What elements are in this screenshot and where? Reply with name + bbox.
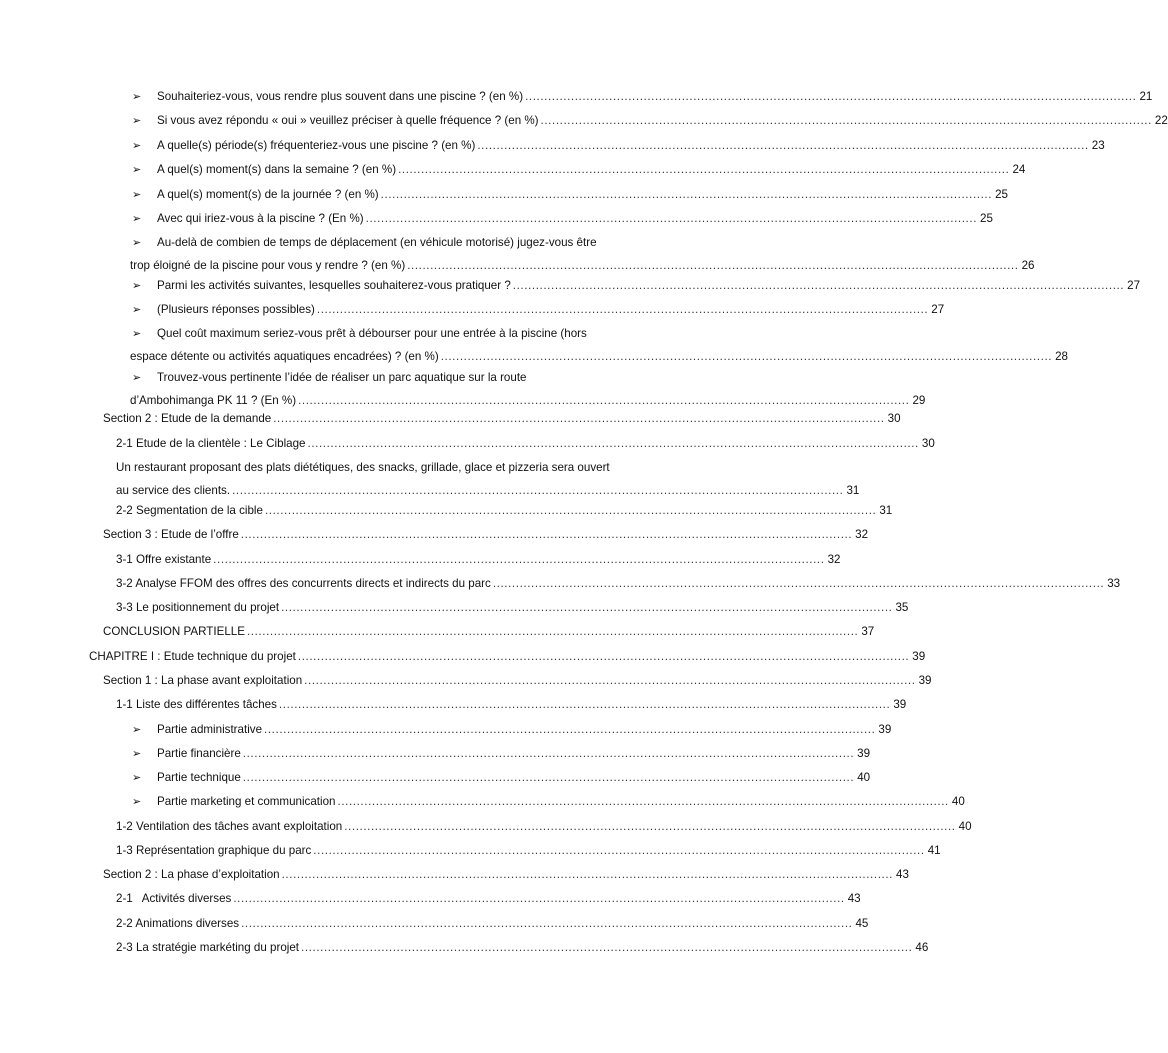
- toc-entry-text: Section 2 : La phase d’exploitation: [103, 868, 280, 881]
- toc-page-number: 21: [1139, 90, 1153, 103]
- dot-leader: ................................................................................................................................................................: [233, 892, 845, 905]
- toc-entry-text: 2-1 Etude de la clientèle : Le Ciblage: [116, 437, 306, 450]
- toc-entry[interactable]: [130, 322, 1069, 368]
- arrow-bullet-icon: ➢: [132, 280, 142, 292]
- dot-leader: ................................................................................................................................................................: [398, 163, 1010, 176]
- dot-leader: ................................................................................................................................................................: [492, 577, 1105, 590]
- toc-entry[interactable]: [130, 85, 1153, 108]
- toc-entry-text: Parmi les activités suivantes, lesquelles souhaiterez-vous pratiquer ?: [157, 279, 511, 292]
- toc-entry[interactable]: [116, 548, 841, 571]
- dot-leader: ................................................................................................................................................................: [232, 484, 844, 497]
- toc-entry-text: (Plusieurs réponses possibles): [157, 303, 315, 316]
- toc-entry[interactable]: [116, 815, 972, 838]
- arrow-bullet-icon: ➢: [132, 372, 142, 384]
- toc-entry[interactable]: [103, 863, 909, 886]
- dot-leader: ................................................................................................................................................................: [440, 350, 1053, 363]
- toc-entry-text: Section 2 : Etude de la demande: [103, 412, 272, 425]
- dot-leader: ................................................................................................................................................................: [380, 188, 993, 201]
- toc-page-number: 39: [893, 698, 907, 711]
- toc-entry-text: 2-1 Activités diverses: [116, 892, 232, 905]
- toc-entry[interactable]: [103, 620, 875, 643]
- toc-page-number: 27: [931, 303, 945, 316]
- toc-page-number: 27: [1127, 279, 1141, 292]
- toc-entry[interactable]: [130, 790, 965, 813]
- toc-entry-text: CONCLUSION PARTIELLE: [103, 625, 245, 638]
- toc-entry[interactable]: [116, 596, 909, 619]
- toc-entry-text: 3-2 Analyse FFOM des offres des concurrents directs et indirects du parc: [116, 577, 491, 590]
- toc-entry-text: 2-2 Animations diverses: [116, 917, 240, 930]
- arrow-bullet-icon: ➢: [132, 140, 142, 152]
- toc-page-number: 41: [927, 844, 941, 857]
- toc-page-number: 39: [878, 723, 892, 736]
- toc-entry-text: Souhaiteriez-vous, vous rendre plus souvent dans une piscine ? (en %): [157, 90, 524, 103]
- dot-leader: ................................................................................................................................................................: [337, 795, 949, 808]
- dot-leader: ................................................................................................................................................................: [304, 674, 916, 687]
- toc-page-number: 39: [912, 650, 926, 663]
- toc-entry-text: 2-3 La stratégie markéting du projet: [116, 941, 300, 954]
- toc-entry[interactable]: [130, 274, 1141, 297]
- toc-entry[interactable]: [116, 693, 907, 716]
- toc-entry[interactable]: [116, 887, 861, 910]
- toc-entry[interactable]: [116, 499, 893, 522]
- toc-entry-text: 1-3 Représentation graphique du parc: [116, 844, 312, 857]
- toc-page-number: 43: [896, 868, 909, 881]
- toc-entry-text: Avec qui iriez-vous à la piscine ? (En %): [157, 212, 364, 225]
- dot-leader: ................................................................................................................................................................: [297, 650, 910, 663]
- toc-entry[interactable]: [130, 298, 945, 321]
- toc-page-number: 24: [1012, 163, 1026, 176]
- toc-entry[interactable]: [130, 231, 1035, 277]
- dot-leader: ................................................................................................................................................................: [365, 212, 978, 225]
- toc-entry-text-continued: d’Ambohimanga PK 11 ? (En %): [130, 394, 297, 407]
- toc-entry[interactable]: [130, 742, 871, 765]
- toc-entry[interactable]: [103, 407, 901, 430]
- toc-page-number: 32: [855, 528, 869, 541]
- toc-entry-text: CHAPITRE I : Etude technique du projet: [89, 650, 296, 663]
- toc-entry-text: 1-2 Ventilation des tâches avant exploitation: [116, 820, 343, 833]
- toc-page-number: 30: [921, 437, 935, 450]
- toc-entry-text: 1-1 Liste des différentes tâches: [116, 698, 277, 711]
- toc-entry[interactable]: [116, 456, 860, 502]
- toc-entry[interactable]: [116, 432, 935, 455]
- arrow-bullet-icon: ➢: [132, 772, 142, 784]
- toc-entry[interactable]: [130, 366, 926, 412]
- toc-entry[interactable]: [103, 669, 932, 692]
- toc-page-number: 40: [857, 771, 871, 784]
- dot-leader: ................................................................................................................................................................: [242, 771, 855, 784]
- arrow-bullet-icon: ➢: [132, 213, 142, 225]
- toc-page-number: 26: [1021, 259, 1035, 272]
- dot-leader: ................................................................................................................................................................: [241, 917, 853, 930]
- toc-page-number: 31: [879, 504, 893, 517]
- dot-leader: ................................................................................................................................................................: [273, 412, 885, 425]
- toc-entry[interactable]: [116, 912, 869, 935]
- dot-leader: ................................................................................................................................................................: [525, 90, 1137, 103]
- arrow-bullet-icon: ➢: [132, 748, 142, 760]
- toc-entry-text: 3-1 Offre existante: [116, 553, 212, 566]
- toc-entry[interactable]: [130, 183, 1008, 206]
- toc-entry-text: A quelle(s) période(s) fréquenteriez-vous une piscine ? (en %): [157, 139, 476, 152]
- toc-entry-text: Section 3 : Etude de l’offre: [103, 528, 239, 541]
- arrow-bullet-icon: ➢: [132, 164, 142, 176]
- toc-entry-text: A quel(s) moment(s) de la journée ? (en %): [157, 188, 379, 201]
- arrow-bullet-icon: ➢: [132, 304, 142, 316]
- toc-entry-text-continued: au service des clients.: [116, 484, 231, 497]
- dot-leader: ................................................................................................................................................................: [313, 844, 925, 857]
- toc-entry[interactable]: [130, 109, 1168, 132]
- toc-entry-text: 3-3 Le positionnement du projet: [116, 601, 280, 614]
- dot-leader: ................................................................................................................................................................: [298, 394, 910, 407]
- toc-entry[interactable]: [116, 839, 941, 862]
- arrow-bullet-icon: ➢: [132, 796, 142, 808]
- dot-leader: ................................................................................................................................................................: [242, 747, 855, 760]
- toc-page-number: 33: [1107, 577, 1121, 590]
- dot-leader: ................................................................................................................................................................: [407, 259, 1019, 272]
- toc-page-number: 40: [958, 820, 972, 833]
- toc-entry[interactable]: [89, 645, 926, 668]
- toc-page-number: 39: [918, 674, 932, 687]
- toc-entry[interactable]: [130, 766, 871, 789]
- toc-entry-text: Partie technique: [157, 771, 241, 784]
- toc-entry[interactable]: [130, 134, 1105, 157]
- toc-entry[interactable]: [130, 158, 1026, 181]
- arrow-bullet-icon: ➢: [132, 115, 142, 127]
- toc-page-number: 35: [895, 601, 909, 614]
- dot-leader: ................................................................................................................................................................: [512, 279, 1125, 292]
- toc-page-number: 40: [951, 795, 965, 808]
- toc-page-number: 45: [855, 917, 869, 930]
- toc-page-number: 31: [846, 484, 860, 497]
- toc-entry-text: Section 1 : La phase avant exploitation: [103, 674, 303, 687]
- toc-page-number: 22: [1154, 114, 1168, 127]
- toc-entry-text: Partie administrative: [157, 723, 263, 736]
- toc-entry-text: 2-2 Segmentation de la cible: [116, 504, 263, 517]
- toc-page-number: 46: [915, 941, 929, 954]
- dot-leader: ................................................................................................................................................................: [213, 553, 825, 566]
- toc-page-number: 39: [857, 747, 871, 760]
- toc-page-number: 43: [847, 892, 861, 905]
- dot-leader: ................................................................................................................................................................: [344, 820, 956, 833]
- dot-leader: ................................................................................................................................................................: [281, 868, 893, 881]
- toc-page-number: 25: [980, 212, 993, 225]
- toc-entry-text: Si vous avez répondu « oui » veuillez préciser à quelle fréquence ? (en %): [157, 114, 539, 127]
- toc-entry-text: A quel(s) moment(s) dans la semaine ? (en %): [157, 163, 397, 176]
- toc-entry-text: Un restaurant proposant des plats diététiques, des snacks, grillade, glace et pizzeria sera ouvert: [116, 461, 610, 474]
- toc-entry-text: Partie financière: [157, 747, 241, 760]
- toc-page-number: 32: [827, 553, 841, 566]
- dot-leader: ................................................................................................................................................................: [477, 139, 1089, 152]
- toc-page-number: 30: [887, 412, 901, 425]
- toc-entry-text-continued: espace détente ou activités aquatiques encadrées) ? (en %): [130, 350, 439, 363]
- dot-leader: ................................................................................................................................................................: [264, 723, 876, 736]
- toc-entry-text-continued: trop éloigné de la piscine pour vous y rendre ? (en %): [130, 259, 406, 272]
- arrow-bullet-icon: ➢: [132, 91, 142, 103]
- toc-entry[interactable]: [103, 523, 869, 546]
- arrow-bullet-icon: ➢: [132, 189, 142, 201]
- dot-leader: ................................................................................................................................................................: [246, 625, 859, 638]
- arrow-bullet-icon: ➢: [132, 724, 142, 736]
- toc-page-number: 23: [1091, 139, 1105, 152]
- toc-page-number: 25: [995, 188, 1008, 201]
- toc-entry-text: Au-delà de combien de temps de déplacement (en véhicule motorisé) jugez-vous être: [157, 236, 597, 249]
- toc-entry-text: Quel coût maximum seriez-vous prêt à débourser pour une entrée à la piscine (hors: [157, 327, 587, 340]
- dot-leader: ................................................................................................................................................................: [240, 528, 853, 541]
- toc-entry[interactable]: [116, 572, 1121, 595]
- dot-leader: ................................................................................................................................................................: [307, 437, 919, 450]
- toc-entry-text: Trouvez-vous pertinente l’idée de réaliser un parc aquatique sur la route: [157, 371, 527, 384]
- dot-leader: ................................................................................................................................................................: [264, 504, 877, 517]
- arrow-bullet-icon: ➢: [132, 237, 142, 249]
- toc-page-number: 37: [861, 625, 875, 638]
- dot-leader: ................................................................................................................................................................: [278, 698, 891, 711]
- toc-page-number: 28: [1055, 350, 1069, 363]
- dot-leader: ................................................................................................................................................................: [281, 601, 893, 614]
- toc-entry[interactable]: [130, 207, 993, 230]
- arrow-bullet-icon: ➢: [132, 328, 142, 340]
- dot-leader: ................................................................................................................................................................: [301, 941, 913, 954]
- dot-leader: ................................................................................................................................................................: [540, 114, 1152, 127]
- toc-entry[interactable]: [130, 718, 892, 741]
- toc-entry-text: Partie marketing et communication: [157, 795, 336, 808]
- dot-leader: ................................................................................................................................................................: [316, 303, 929, 316]
- toc-entry[interactable]: [116, 936, 929, 959]
- toc-page-number: 29: [912, 394, 926, 407]
